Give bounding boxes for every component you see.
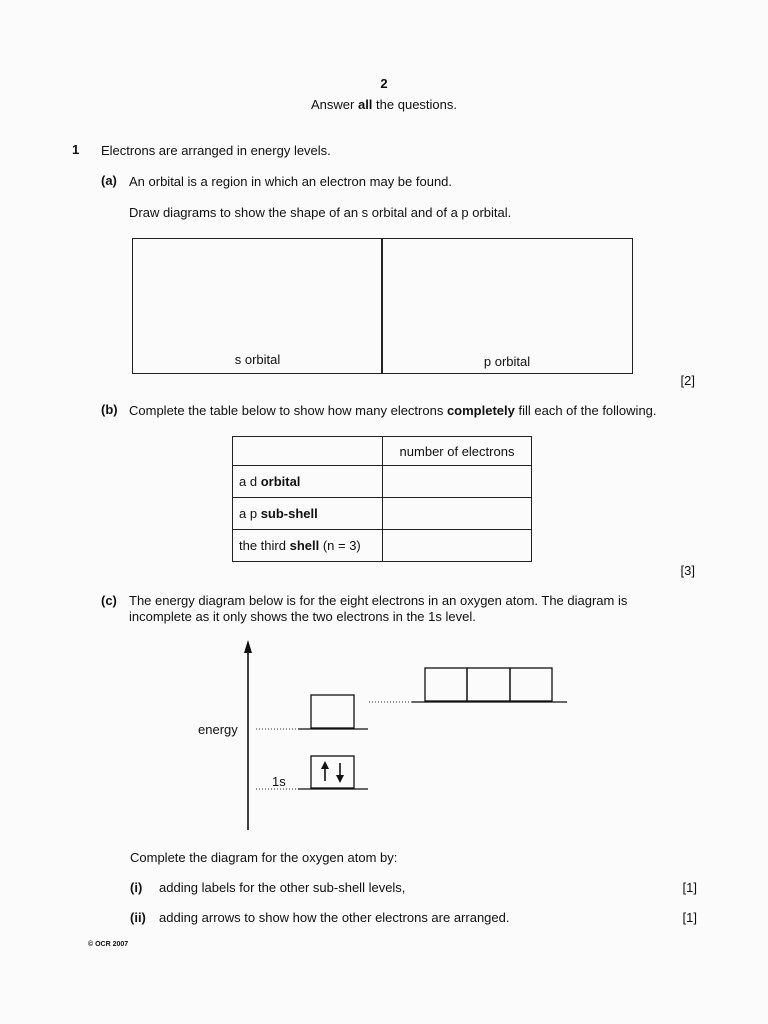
orbital-box-2p-3[interactable]: [510, 668, 552, 701]
part-c-line1: The energy diagram below is for the eight electrons in an oxygen atom. The diagram is: [129, 593, 628, 608]
spin-up-arrow-icon: [321, 761, 329, 781]
part-b-text-pre: Complete the table below to show how many electrons: [129, 403, 447, 418]
spin-down-arrow-icon: [336, 763, 344, 783]
row-label-pre: a p: [239, 506, 261, 521]
part-b-text-post: fill each of the following.: [514, 403, 657, 418]
part-c-i-label: (i): [130, 880, 143, 895]
instruction-bold: all: [357, 97, 373, 112]
part-b-label: (b): [101, 402, 118, 417]
part-c-ii-text: adding arrows to show how the other electrons are arranged.: [159, 910, 510, 925]
question-number: 1: [72, 142, 80, 157]
part-c-ii-label: (ii): [130, 910, 146, 925]
row-label-bold: sub-shell: [260, 506, 318, 521]
part-c-i-marks: [1]: [682, 880, 697, 895]
part-c-i-text: adding labels for the other sub-shell levels,: [159, 880, 406, 895]
axis-arrowhead: [244, 640, 252, 653]
instruction-pre: Answer: [311, 97, 358, 112]
energy-axis-label: energy: [198, 722, 238, 737]
part-a-marks: [2]: [680, 373, 695, 388]
row-label-pre: a d: [239, 474, 261, 489]
orbital-box-1s[interactable]: [311, 756, 354, 788]
part-c-instruction: Complete the diagram for the oxygen atom by:: [130, 850, 398, 865]
level-label-1s: 1s: [272, 774, 286, 789]
p-orbital-label: p orbital: [483, 354, 531, 369]
orbital-box-2s[interactable]: [311, 695, 354, 728]
row-label-post: (n = 3): [319, 538, 361, 553]
instruction-post: the questions.: [372, 97, 457, 112]
question-stem: Electrons are arranged in energy levels.: [101, 143, 331, 158]
part-a-label: (a): [101, 173, 117, 188]
orbital-box-2p-2[interactable]: [467, 668, 510, 701]
part-b-marks: [3]: [680, 563, 695, 578]
orbital-box-2p-1[interactable]: [425, 668, 467, 701]
part-b-text-bold: completely: [446, 403, 515, 418]
part-c-line2: incomplete as it only shows the two electrons in the 1s level.: [129, 609, 476, 624]
part-c-ii-marks: [1]: [682, 910, 697, 925]
s-orbital-label: s orbital: [234, 352, 281, 367]
part-c-label: (c): [101, 593, 117, 608]
row-label-bold: orbital: [260, 474, 301, 489]
page-number: 2: [380, 76, 388, 91]
part-a-line1: An orbital is a region in which an electron may be found.: [129, 174, 453, 189]
row-label-pre: the third: [239, 538, 290, 553]
part-a-line2: Draw diagrams to show the shape of an s orbital and of a p orbital.: [129, 205, 512, 220]
copyright-footer: © OCR 2007: [88, 941, 129, 948]
table-header-cell: number of electrons: [383, 437, 532, 466]
row-label-bold: shell: [289, 538, 320, 553]
